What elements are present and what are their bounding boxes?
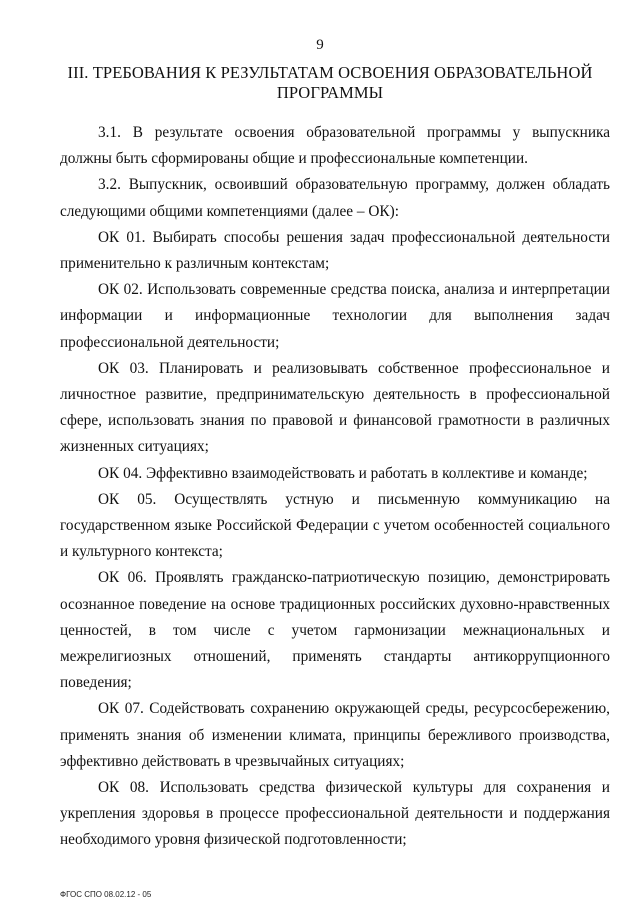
paragraph-ok-03: ОК 03. Планировать и реализовывать собственное профессиональное и личностное развитие, предпринимательскую деятельность в профессиональной сфере, использовать знания по правовой и финансовой грамотности в различных жизненных ситуациях; (60, 359, 610, 456)
section-heading: III. ТРЕБОВАНИЯ К РЕЗУЛЬТАТАМ ОСВОЕНИЯ ОБРАЗОВАТЕЛЬНОЙ ПРОГРАММЫ (67, 63, 593, 102)
paragraph-ok-05: ОК 05. Осуществлять устную и письменную коммуникацию на государственном языке Российской Федерации с учетом особенностей социального и культурного контекста; (60, 490, 610, 561)
paragraph-ok-08: ОК 08. Использовать средства физической культуры для сохранения и укрепления здоровья в процессе профессиональной деятельности и поддержания необходимого уровня физической подготовленности; (60, 779, 610, 849)
paragraph-3-1: 3.1. В результате освоения образовательной программы у выпускника должны быть сформированы общие и профессиональные компетенции. (60, 124, 610, 168)
paragraph-ok-02: ОК 02. Использовать современные средства поиска, анализа и интерпретации информации и информационные технологии для выполнения задач профессиональной деятельности; (60, 281, 610, 351)
paragraph-ok-06: ОК 06. Проявлять гражданско-патриотическую позицию, демонстрировать осознанное поведение на основе традиционных российских духовно-нравственных ценностей, в том числе с учетом гармонизации межнациональных и межрелигиозных отношений, применять стандарты антикоррупционного поведения; (60, 569, 610, 692)
paragraph-ok-04: ОК 04. Эффективно взаимодействовать и работать в коллективе и команде; (98, 464, 588, 482)
paragraph-ok-01: ОК 01. Выбирать способы решения задач профессиональной деятельности применительно к различным контекстам; (60, 228, 610, 273)
paragraph-3-2: 3.2. Выпускник, освоивший образовательную программу, должен обладать следующими общими компетенциями (далее – ОК): (60, 176, 610, 220)
footer-code: ФГОС СПО 08.02.12 - 05 (60, 890, 152, 899)
paragraph-ok-07: ОК 07. Содействовать сохранению окружающей среды, ресурсосбережению, применять знания об изменении климата, принципы бережливого производства, эффективно действовать в чрезвычайных ситуациях; (60, 700, 610, 770)
page-number: 9 (316, 37, 324, 53)
document-body (60, 120, 610, 854)
